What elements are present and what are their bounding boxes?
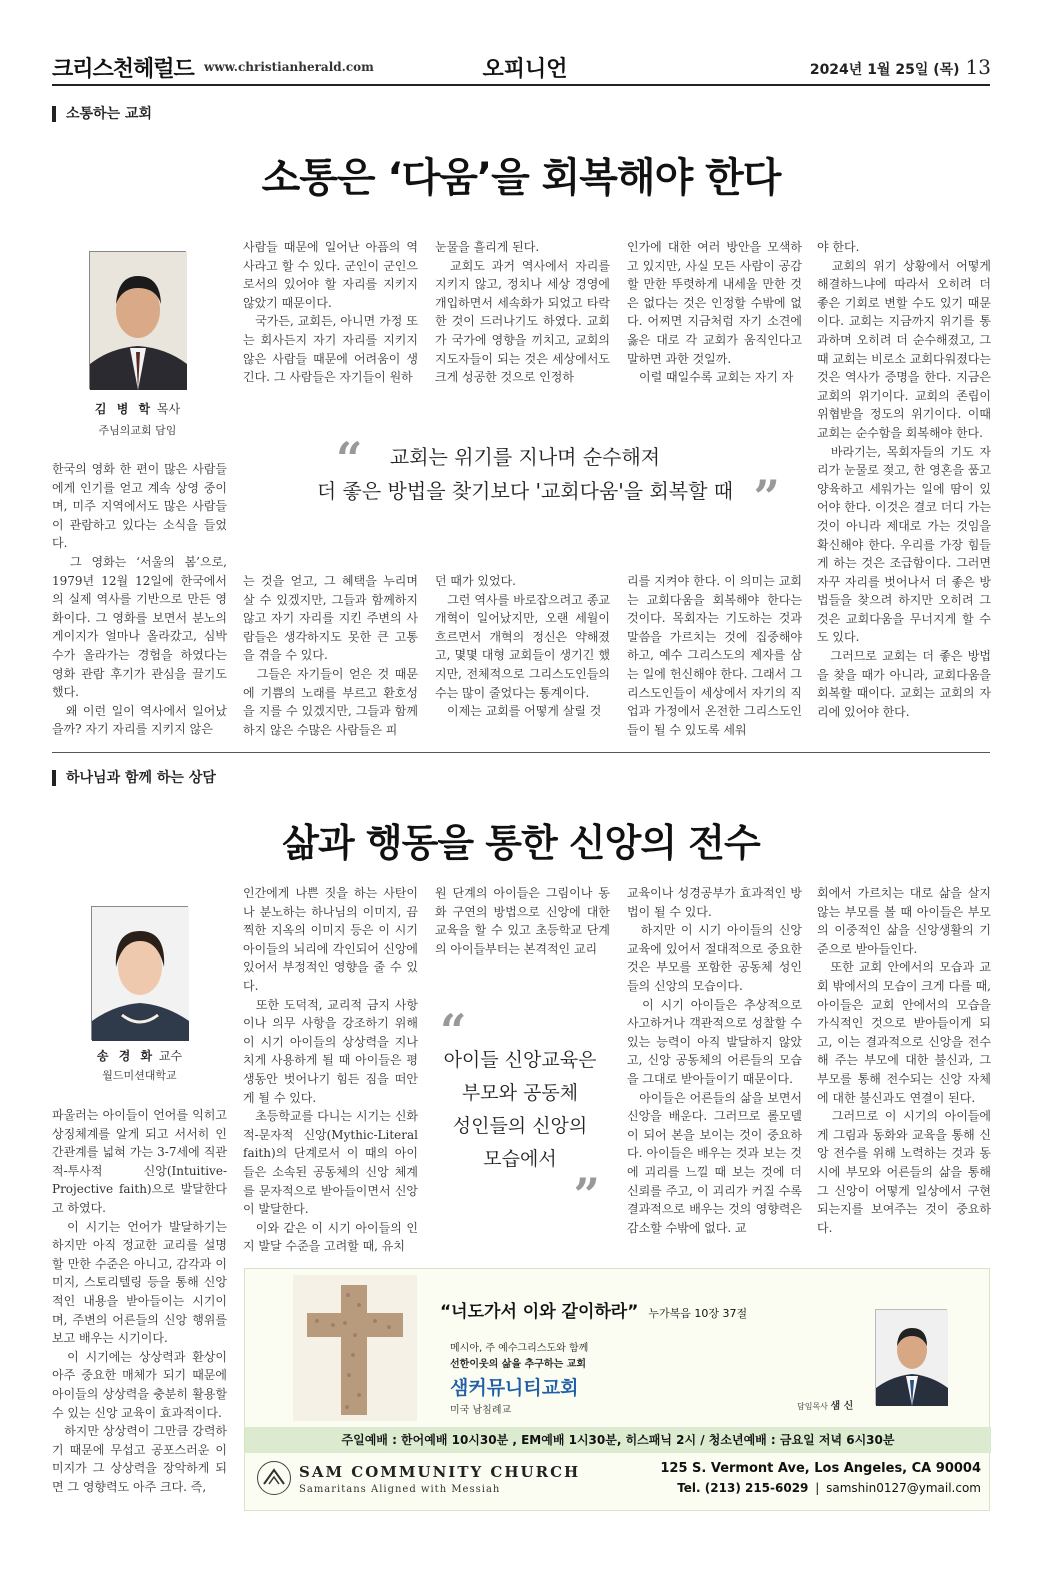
article2-column-5: 회에서 가르치는 대로 삶을 살지 않는 부모를 볼 때 아이들은 부모의 이중적인 삶을 신앙생활의 기준으로 받아들인다. 또한 교회 안에서의 모습과 교회 밖에서의 모습이 크게 다를 때, 아이들은 교회 안에서의 모습을 가식적인 것으로 받아들이게 되고, 이는 결과적으로 신앙을 전수해 주는 부모에 대한 불신과, 그 부모를 통해 전수되는 신앙 자체에 대한 불신과도 연결이 된다. 그러므로 이 시기의 아이들에게 그림과 동화와 교육을 통해 신앙 전수를 위해 노력하는 것과 동시에 부모와 어른들의 삶을 통해 그 신앙이 어떻게 일상에서 구현되는지를 보여주는 것이 중요하다. [817, 886, 991, 1235]
article1-column-3-bottom: 던 때가 있었다. 그런 역사를 바로잡으려고 종교개혁이 일어났지만, 오랜 세월이 흐르면서 개혁의 정신은 약해졌고, 몇몇 대형 교회들이 생기긴 했지만, 전체적으로 그리스도인들의 수는 많이 줄었다는 통계이다. 이제는 교회를 어떻게 살릴 것 [435, 574, 610, 719]
author2-name: 송 경 화 [96, 1049, 156, 1063]
newspaper-brand: 크리스천헤럴드 [52, 57, 194, 82]
newspaper-url[interactable]: www.christianherald.com [204, 60, 374, 74]
ad-pastor-photo [875, 1309, 947, 1405]
ad-contact-separator: | [815, 1481, 820, 1495]
church-logo-icon [257, 1461, 291, 1495]
ad-church-name-kr: 샘커뮤니티교회 [450, 1377, 579, 1399]
article2-column-1: 파울러는 아이들이 언어를 익히고 상징체계를 알게 되고 서서히 인간관계를 넓혀 가는 3-7세에 직관적-투사적 신앙(Intuitive-Projective faith)으로 발달한다고 하였다. 이 시기는 언어가 발달하기는 하지만 아직 정교한 교리를 설명할 만한 수준은 아니고, 감각과 이미지, 스토리텔링 등을 통해 신앙적인 내용을 받아들이는 시기이며, 주변의 어른들의 신앙 행위를 보고 배우는 시기이다. 이 시기에는 상상력과 환상이 아주 중요한 매체가 되기 때문에 아이들의 상상력을 충분히 활용할 수 있는 신앙 교육이 효과적이다. 하지만 상상력이 그만큼 강력하기 때문에 무섭고 공포스러운 이미지가 그 상상력을 장악하게 되면 그 영향력도 아주 크다. 즉, [52, 1108, 227, 1494]
open-quote-icon: “ [336, 432, 363, 486]
ad-verse-line [440, 1297, 747, 1322]
close-quote-icon: ” [753, 470, 780, 524]
article-divider [52, 752, 990, 753]
author1-name-line [80, 400, 195, 417]
ad-services-band [245, 1427, 991, 1453]
author1-photo [89, 251, 186, 389]
author1-title: 목사 [156, 402, 181, 416]
cross-icon [293, 1275, 417, 1421]
ad-email[interactable]: samshin0127@ymail.com [826, 1481, 981, 1495]
article1-column-1: 한국의 영화 한 편이 많은 사람들에게 인기를 얻고 계속 상영 중이며, 미주 지역에서도 많은 사람들이 관람하고 있다는 소식을 들었다. 그 영화는 ‘서울의 봄’으로, 1979년 12월 12일에 한국에서의 실제 역사를 기반으로 만든 영화이다. 그 영화를 보면서 분노의 게이지가 얼마나 올라갔고, 심박수가 올라가는 경험을 하였다는 영화 관람 후기가 관심을 끌기도 했다. 왜 이런 일이 역사에서 일어났을까? 자기 자리를 지키지 않은 [52, 462, 227, 737]
ad-phone[interactable]: Tel. (213) 215-6029 [677, 1481, 809, 1495]
ad-verse: “너도가서 이와 같이하라” [440, 1302, 639, 1322]
ad-church-name-en: SAM COMMUNITY CHURCH [299, 1463, 581, 1481]
author1-name: 김 병 학 [94, 402, 154, 416]
header-rule [52, 84, 990, 86]
article2-column-3: 원 단계의 아이들은 그림이나 동화 구연의 방법으로 신앙에 대한 교육을 할 수 있고 초등학교 단계의 아이들부터는 본격적인 교리 [435, 886, 614, 956]
author2-title: 교수 [158, 1049, 183, 1063]
ad-pastor-name: 샘 신 [830, 1401, 854, 1412]
ad-pastor-label: 담임목사 [797, 1402, 828, 1411]
article2-headline: 삶과 행동을 통한 신앙의 전수 [282, 821, 760, 865]
author2-name-line [82, 1047, 197, 1064]
ad-denomination: 미국 남침례교 [450, 1405, 512, 1416]
pull-quote-text: 아이들 신앙교육은 부모와 공동체 성인들의 신앙의 모습에서 [443, 1049, 597, 1170]
article2-column-2: 인간에게 나쁜 짓을 하는 사탄이나 분노하는 하나님의 이미지, 끔찍한 지옥의 이미지 등은 이 시기 아이들의 뇌리에 각인되어 신앙에 있어서 부정적인 영향을 줄 수 있다. 또한 도덕적, 교리적 금지 사항이나 의무 사항을 강조하기 위해 이 시기 아이들의 상상력을 지나치게 사용하게 될 때 아이들은 평생동안 벗어나기 힘든 짐을 떠안게 될 수 있다. 초등학교를 다니는 시기는 신화적-문자적 신앙(Mythic-Literal faith)의 단계로서 이 때의 아이들은 소속된 공동체의 신앙 체계를 문자적으로 받아들이면서 신앙이 발달한다. 이와 같은 이 시기 아이들의 인지 발달 수준을 고려할 때, 유치 [243, 886, 418, 1254]
article2-column-4: 교육이나 성경공부가 효과적인 방법이 될 수 있다. 하지만 이 시기 아이들의 신앙교육에 있어서 절대적으로 중요한 것은 부모를 포함한 공동체 성인들의 신앙의 모습이다. 이 시기 아이들은 추상적으로 사고하거나 객관적으로 성찰할 수 있는 능력이 아직 발달하지 않았고, 신앙 공동체의 어른들의 모습을 그대로 받아들이기 때문이다. 아이들은 어른들의 삶을 보면서 신앙을 배운다. 그러므로 롤모델이 되어 본을 보이는 것이 중요하다. 아이들은 배우는 것과 보는 것에 괴리를 느낄 때 보는 것에 더 신뢰를 주고, 이 괴리가 커질 수록 결과적으로 배우는 것의 영향력은 감소할 수밖에 없다. 교 [627, 886, 802, 1235]
pull-quote-line2: 더 좋은 방법을 찾기보다 '교회다움'을 회복할 때 [316, 479, 734, 503]
ad-pastor-line [797, 1397, 853, 1412]
author2-role: 월드미션대학교 [102, 1069, 177, 1082]
article1-pull-quote [240, 432, 810, 524]
article1-column-2-bottom: 는 것을 얻고, 그 혜택을 누리며 살 수 있겠지만, 그들과 함께하지 않고 자기 자리를 지킨 주변의 사람들은 생각하지도 못한 큰 고통을 겪을 수 있다. 그들은 자기들이 얻은 것 때문에 기쁨의 노래를 부르고 환호성을 지를 수 있겠지만, 그들과 함께하지 않은 수많은 사람들은 피 [243, 574, 418, 737]
article2-pull-quote [420, 1004, 620, 1222]
ad-verse-ref: 누가복음 10장 37절 [648, 1307, 748, 1320]
article1-section-label: 소통하는 교회 [52, 106, 152, 122]
article1-column-5: 야 한다. 교회의 위기 상황에서 어떻게 해결하느냐에 따라서 오히려 더 좋은 기회로 변할 수도 있기 때문이다. 교회는 지금까지 위기를 통과하며 오히려 더 순수해졌고, 그 때 교회는 비로소 교회다워졌다는 것은 역사가 증명을 한다. 지금은 교회의 위기이다. 교회의 존립이 위협받을 정도의 위기이다. 이때 교회는 순수함을 회복해야 한다. 바라기는, 목회자들의 기도 자리가 눈물로 젖고, 한 영혼을 품고 양육하고 세워가는 일에 땀이 있어야 한다. 이것은 결코 더디 가는 것이 아니라 제대로 가는 것임을 확신해야 한다. 우리를 가장 힘들게 하는 것은 조급함이다. 그러면 자꾸 자리를 벗어나서 더 좋은 방법들을 찾으려 하지만 오히려 그것은 교회다움을 무너지게 할 수도 있다. 그러므로 교회는 더 좋은 방법을 찾을 때가 아니라, 교회다움을 회복할 때이다. 교회는 교회의 자리에 있어야 한다. [817, 240, 991, 719]
author1-portrait-icon [90, 252, 187, 390]
ad-address: 125 S. Vermont Ave, Los Angeles, CA 90004 [660, 1461, 981, 1476]
article2-section-label: 하나님과 함께 하는 상담 [52, 770, 216, 786]
cross-image [293, 1275, 417, 1421]
article1-column-4-bottom: 리를 지켜야 한다. 이 의미는 교회는 교회다움을 회복해야 한다는 것이다. 목회자는 기도하는 것과 말씀을 가르치는 것에 집중해야 하고, 예수 그리스도의 제자를 삼는 일에 헌신해야 한다. 그래서 그리스도인들이 세상에서 자기의 직업과 가정에서 온전한 그리스도인들이 될 수 있도록 세워 [627, 574, 806, 737]
church-advertisement[interactable] [244, 1268, 990, 1511]
article1-headline: 소통은 ‘다움’을 회복해야 한다 [261, 155, 781, 201]
issue-date: 2024년 1월 25일 (목) [809, 62, 960, 78]
author1-role: 주님의교회 담임 [98, 424, 177, 437]
ad-tagline-1: 메시아, 주 예수그리스도와 함께 [450, 1343, 589, 1354]
section-title: 오피니언 [482, 57, 568, 82]
pastor-portrait-icon [876, 1310, 948, 1406]
article1-column-2-top: 사람들 때문에 일어난 아픔의 역사라고 할 수 있다. 군인이 군인으로서의 있어야 할 자리를 지키지 않았기 때문이다. 국가든, 교회든, 아니면 가정 또는 회사든지 자기 자리를 지키지 않은 사람들 때문에 어려움이 생긴다. 그 사람들은 자기들이 원하 [243, 240, 418, 385]
page-number: 13 [965, 55, 991, 79]
open-quote-icon: “ [440, 1004, 467, 1058]
ad-church-name-en-sub: Samaritans Aligned with Messiah [299, 1484, 501, 1495]
ad-tagline-2: 선한이웃의 삶을 추구하는 교회 [450, 1359, 587, 1370]
author2-photo [91, 906, 188, 1040]
ad-services: 주일예배 : 한어예배 10시30분 , EM예배 1시30분, 히스패닉 2시 / 청소년예배 : 금요일 저녁 6시30분 [341, 1433, 895, 1447]
close-quote-icon: ” [573, 1168, 600, 1222]
issue-info [810, 55, 991, 79]
author2-portrait-icon [92, 907, 189, 1041]
article1-column-4-top: 인가에 대한 여러 방안을 모색하고 있지만, 사실 모든 사람이 공감할 만한 뚜렷하게 내세울 만한 것은 없다는 것은 인정할 수밖에 없다. 어찌면 지금처럼 자기 소견에 옳은 대로 각 교회가 움직인다고 말하면 과한 것일까. 이럴 때일수록 교회는 자기 자 [627, 240, 802, 385]
ad-contact-line [677, 1481, 981, 1495]
article1-column-3-top: 눈물을 흘리게 된다. 교회도 과거 역사에서 자리를 지키지 않고, 정치나 세상 경영에 개입하면서 세속화가 되었고 타락한 것이 드러나기도 하였다. 교회가 국가에 영향을 끼치고, 교회의 지도자들이 되는 것은 세상에서도 크게 성공한 것으로 인정하 [435, 240, 610, 385]
pull-quote-line1: 교회는 위기를 지나며 순수해져 [389, 445, 661, 469]
